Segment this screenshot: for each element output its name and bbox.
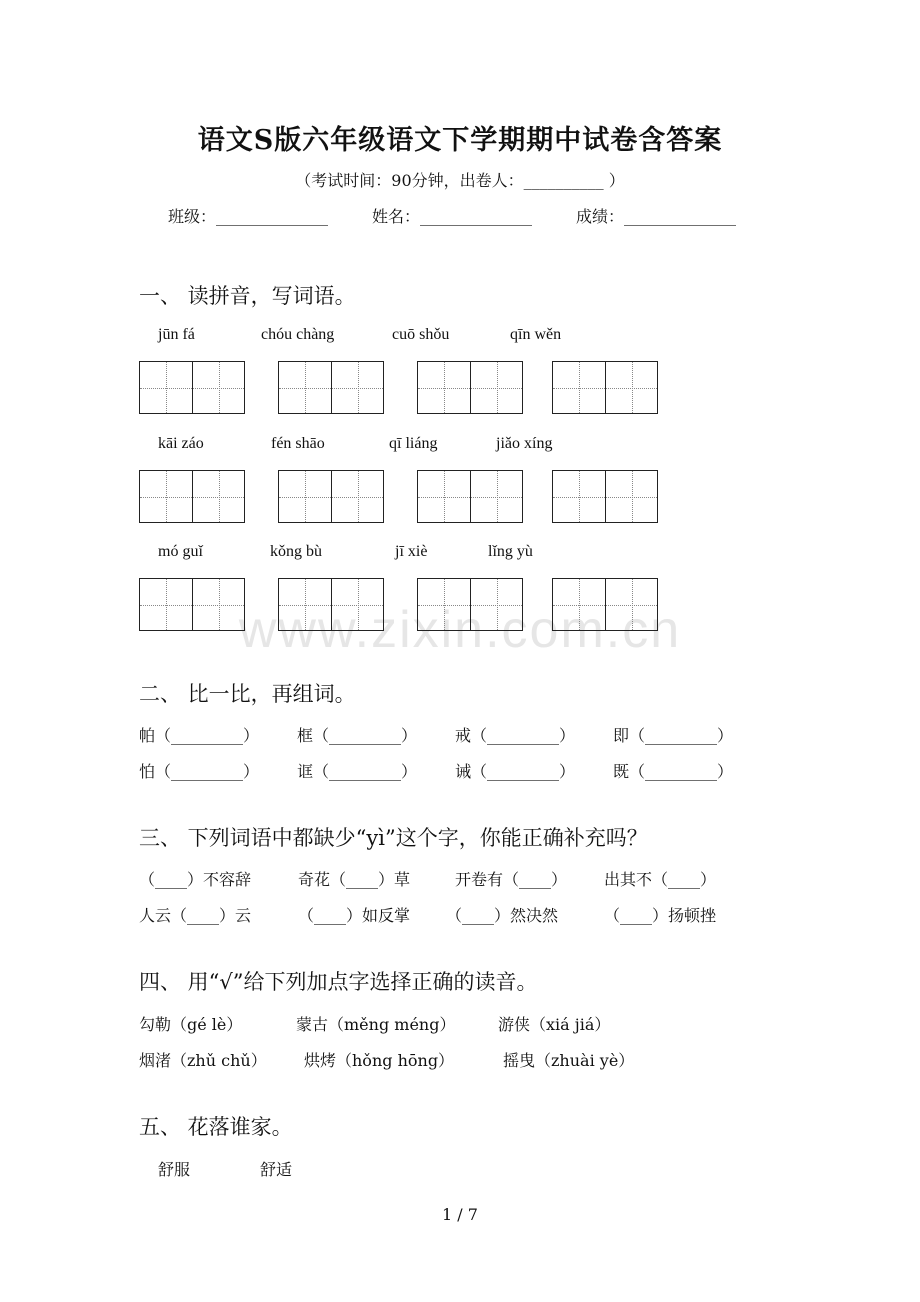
word-compare-item: 框（_________） xyxy=(297,726,418,745)
exam-info-subtitle: （考试时间：90分钟，出卷人：__________ ） xyxy=(295,171,625,190)
name-field: 姓名：______________ xyxy=(372,207,533,226)
writing-grid[interactable] xyxy=(278,470,384,523)
writing-grid[interactable] xyxy=(139,578,245,631)
word-compare-item: 即（_________） xyxy=(613,726,734,745)
idiom-fill-item: （____）如反掌 xyxy=(298,906,411,925)
section-3-heading: 三、 下列词语中都缺少“yì”这个字，你能正确补充吗？ xyxy=(139,826,648,850)
watermark: www.zixin.com.cn xyxy=(238,601,682,659)
pinyin-item: fén shāo xyxy=(271,435,325,452)
pronunciation-item: 摇曳（zhuài yè） xyxy=(503,1051,635,1070)
idiom-fill-item: （____）然决然 xyxy=(446,906,559,925)
writing-grid[interactable] xyxy=(278,578,384,631)
writing-grid[interactable] xyxy=(552,578,658,631)
writing-grid[interactable] xyxy=(417,470,523,523)
pinyin-item: jī xiè xyxy=(395,543,428,560)
word-item: 舒适 xyxy=(260,1160,293,1179)
page-number: 1 / 7 xyxy=(442,1205,478,1224)
page-title: 语文S版六年级语文下学期期中试卷含答案 xyxy=(197,125,723,156)
writing-grid[interactable] xyxy=(417,578,523,631)
pinyin-item: qī liáng xyxy=(389,435,438,452)
word-compare-item: 诓（_________） xyxy=(297,762,418,781)
score-field: 成绩：______________ xyxy=(576,207,737,226)
word-compare-item: 怕（_________） xyxy=(139,762,260,781)
writing-grid[interactable] xyxy=(278,361,384,414)
section-2-heading: 二、 比一比，再组词。 xyxy=(139,682,356,706)
pronunciation-item: 勾勒（gé lè） xyxy=(139,1015,243,1034)
pinyin-item: chóu chàng xyxy=(261,326,335,343)
pinyin-item: cuō shǒu xyxy=(392,326,450,343)
pinyin-item: lǐng yù xyxy=(488,543,533,560)
pronunciation-item: 烘烤（hǒng hōng） xyxy=(304,1051,455,1070)
writing-grid[interactable] xyxy=(552,361,658,414)
pronunciation-item: 游侠（xiá jiá） xyxy=(498,1015,611,1034)
section-5-heading: 五、 花落谁家。 xyxy=(139,1115,293,1139)
idiom-fill-item: （____）扬顿挫 xyxy=(604,906,717,925)
writing-grid[interactable] xyxy=(139,470,245,523)
idiom-fill-item: （____）不容辞 xyxy=(139,870,252,889)
word-compare-item: 诫（_________） xyxy=(455,762,576,781)
pronunciation-item: 烟渚（zhǔ chǔ） xyxy=(139,1051,267,1070)
pinyin-item: kǒng bù xyxy=(270,543,322,560)
idiom-fill-item: 出其不（____） xyxy=(604,870,717,889)
word-compare-item: 既（_________） xyxy=(613,762,734,781)
word-compare-item: 帕（_________） xyxy=(139,726,260,745)
section-4-heading: 四、 用“√”给下列加点字选择正确的读音。 xyxy=(139,970,538,994)
pinyin-item: jūn fá xyxy=(158,326,195,343)
pinyin-item: mó guǐ xyxy=(158,543,203,560)
pronunciation-item: 蒙古（měng méng） xyxy=(296,1015,456,1034)
section-1-heading: 一、 读拼音，写词语。 xyxy=(139,284,356,308)
writing-grid[interactable] xyxy=(139,361,245,414)
pinyin-item: qīn wěn xyxy=(510,326,562,343)
word-item: 舒服 xyxy=(158,1160,191,1179)
idiom-fill-item: 人云（____）云 xyxy=(139,906,252,925)
writing-grid[interactable] xyxy=(552,470,658,523)
writing-grid[interactable] xyxy=(417,361,523,414)
pinyin-item: jiǎo xíng xyxy=(496,435,553,452)
word-compare-item: 戒（_________） xyxy=(455,726,576,745)
class-field: 班级：______________ xyxy=(168,207,329,226)
idiom-fill-item: 奇花（____）草 xyxy=(298,870,411,889)
idiom-fill-item: 开卷有（____） xyxy=(455,870,568,889)
pinyin-item: kāi záo xyxy=(158,435,204,452)
